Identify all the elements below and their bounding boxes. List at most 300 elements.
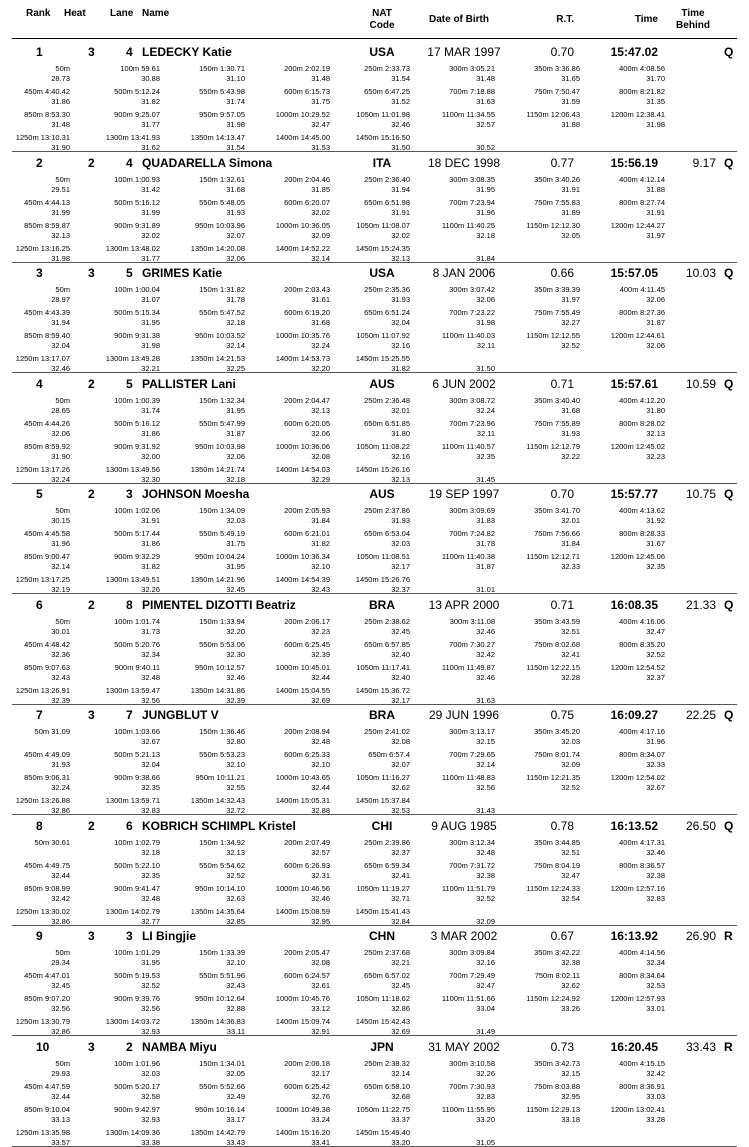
split-cumulative: 750m 7:50.47 [534,87,580,96]
entry-nat: CHN [369,929,395,943]
split-lap: 30.88 [141,74,160,83]
split-cumulative: 1100m 11:51.66 [441,994,495,1003]
entry-lane: 3 [126,929,133,943]
split-lap: 32.44 [311,672,330,682]
split-lap: 32.48 [311,737,330,746]
split-lap: 31.48 [311,74,330,83]
split-cumulative: 50m [55,64,70,73]
split-cumulative: 1450m 15:49.40 [355,1127,410,1137]
split-cumulative: 300m 3:09.69 [449,506,495,515]
split-cumulative: 1050m 11:22.75 [356,1104,410,1114]
split-cumulative: 1150m 12:06.43 [526,110,580,119]
split-cumulative: 1250m 13:30.02 [15,906,70,916]
split-lap: 32.48 [476,847,495,857]
split-cumulative: 1250m 13:17.26 [15,464,70,474]
split-cumulative: 250m 2:38.62 [364,616,410,626]
entry-lane: 4 [126,45,133,59]
split-lap: 31.78 [476,539,495,548]
result-entry [0,374,749,484]
split-lap: 33.20 [476,1114,495,1124]
split-cumulative: 1400m 14:54.39 [275,575,330,584]
split-cumulative: 400m 4:08.56 [619,64,665,73]
split-lap: 32.46 [51,364,70,373]
split-lap: 31.98 [51,253,70,263]
split-cumulative: 1050m 11:17.41 [356,662,410,672]
split-lap: 31.97 [561,295,580,304]
split-lap: 32.44 [51,870,70,880]
split-cumulative: 150m 1:36.46 [199,727,245,736]
entry-heat: 2 [88,487,95,501]
split-cumulative: 700m 7:29.65 [449,750,495,759]
entry-time: 16:20.45 [610,1039,658,1054]
split-cumulative: 650m 6:47.25 [364,87,410,96]
entry-rank: 10 [36,1039,50,1054]
split-lap: 31.91 [391,207,410,217]
split-lap: 31.96 [476,207,495,217]
split-cumulative: 400m 4:15.15 [619,1058,665,1068]
split-cumulative: 850m 8:59.87 [24,220,70,230]
split-lap: 32.03 [226,516,245,525]
split-lap: 32.35 [141,870,160,880]
split-cumulative: 500m 5:21.13 [114,750,160,759]
split-lap: 32.21 [391,958,410,967]
split-cumulative: 550m 5:51.96 [199,971,245,980]
split-cumulative: 1050m 11:07.92 [356,331,410,340]
entry-nat: AUS [369,487,395,501]
split-cumulative: 500m 5:16.12 [114,418,160,428]
split-lap: 32.69 [391,1027,410,1036]
split-cumulative: 50m 30.61 [34,837,70,847]
split-cumulative: 200m 2:06.17 [284,616,330,626]
split-lap: 33.17 [226,1114,245,1124]
split-cumulative: 1300m 13:49.28 [105,354,160,363]
split-cumulative: 1200m 13:02.41 [610,1104,665,1114]
entry-heat: 3 [88,929,95,943]
split-lap: 32.51 [561,847,580,857]
split-cumulative: 1100m 11:40.03 [441,331,495,340]
split-cumulative: 1200m 12:38.41 [610,110,665,119]
split-cumulative: 1250m 13:26.91 [15,685,70,695]
split-lap: 31.90 [51,451,70,461]
split-cumulative: 800m 8:27.74 [619,197,665,207]
split-cumulative: 350m 3:41.70 [534,506,580,515]
split-lap: 32.39 [311,649,330,659]
split-lap: 32.14 [391,1068,410,1078]
split-cumulative: 1100m 11:49.87 [441,662,495,672]
split-lap: 32.06 [51,428,70,438]
header-heat: Heat [64,8,86,19]
entry-rank: 2 [36,155,43,170]
split-cumulative: 900m 9:42.97 [114,1104,160,1114]
split-lap: 29.34 [51,958,70,967]
split-lap: 32.42 [646,1068,665,1078]
split-cumulative: 1350m 14:20.08 [190,243,245,253]
entry-behind: 33.43 [685,1039,716,1054]
split-lap: 31.91 [561,184,580,194]
split-cumulative: 50m [55,395,70,405]
split-lap: 32.35 [646,562,665,571]
split-cumulative: 50m [55,948,70,957]
split-cumulative: 1450m 15:26.76 [355,575,410,584]
split-lap: 32.25 [226,364,245,373]
split-cumulative: 150m 1:32.61 [199,174,245,184]
split-cumulative: 900m 9:31.92 [114,441,160,451]
split-lap: 32.35 [476,451,495,461]
split-cumulative: 600m 6:25.33 [284,750,330,759]
split-lap: 32.28 [561,672,580,682]
split-cumulative: 450m 4:49.75 [24,860,70,870]
split-lap: 32.86 [51,1027,70,1036]
split-cumulative: 1450m 15:24.35 [355,243,410,253]
split-lap: 32.02 [311,207,330,217]
split-cumulative: 950m 10:04.24 [194,552,245,561]
split-lap: 33.18 [561,1114,580,1124]
split-lap: 32.86 [51,806,70,815]
split-cumulative: 850m 9:10.04 [24,1104,70,1114]
split-cumulative: 750m 7:55.83 [534,197,580,207]
split-lap: 32.52 [141,981,160,990]
split-lap: 31.77 [141,120,160,129]
split-lap: 33.11 [226,1027,245,1036]
split-lap: 32.33 [646,760,665,769]
header-rt: R.T. [556,14,574,25]
split-cumulative: 50m [55,285,70,294]
split-lap: 31.48 [51,120,70,129]
split-lap: 32.62 [561,981,580,990]
split-lap: 33.04 [476,1004,495,1013]
split-lap: 32.61 [311,981,330,990]
split-lap: 33.24 [311,1114,330,1124]
split-lap: 32.37 [391,585,410,594]
split-cumulative: 950m 10:16.14 [194,1104,245,1114]
header-behind-line2: Behind [676,20,710,31]
entry-rank: 1 [36,45,43,59]
split-lap: 32.83 [141,806,160,815]
split-cumulative: 350m 3:44.85 [534,837,580,847]
split-lap: 32.52 [226,870,245,880]
split-cumulative: 150m 1:32.34 [199,395,245,405]
split-cumulative: 900m 9:31.89 [114,220,160,230]
split-lap: 32.27 [561,318,580,327]
entry-dob: 18 DEC 1998 [427,155,501,170]
split-lap: 28.73 [51,74,70,83]
split-cumulative: 800m 8:21.82 [619,87,665,96]
split-lap: 32.26 [476,1068,495,1078]
split-cumulative: 150m 1:31.82 [199,285,245,294]
split-lap: 31.96 [51,539,70,548]
entry-time: 15:57.05 [610,266,658,280]
split-lap: 32.39 [51,695,70,705]
split-cumulative: 500m 5:12.24 [114,87,160,96]
entry-name: GRIMES Katie [142,266,223,280]
split-cumulative: 750m 8:02.68 [534,639,580,649]
split-lap: 32.24 [51,783,70,792]
split-cumulative: 950m 10:14.10 [194,883,245,893]
entry-lane: 2 [126,1039,133,1054]
split-cumulative: 1350m 14:36.83 [190,1017,245,1026]
entry-behind: 10.59 [685,376,716,391]
entry-nat: BRA [369,708,395,722]
split-lap: 33.26 [561,1004,580,1013]
split-lap: 32.31 [311,870,330,880]
entry-name: NAMBA Miyu [142,1039,217,1054]
split-lap: 32.43 [51,672,70,682]
result-entry [0,926,749,1036]
split-cumulative: 250m 2:36.48 [364,395,410,405]
entry-name: JOHNSON Moesha [142,487,250,501]
split-lap: 32.48 [141,893,160,903]
split-cumulative: 1100m 11:48.83 [441,773,495,782]
split-lap: 31.90 [51,143,70,152]
split-lap: 31.07 [141,295,160,304]
split-cumulative: 250m 2:33.73 [364,64,410,73]
entry-qualifier: R [724,929,733,943]
split-lap: 32.30 [141,474,160,484]
split-cumulative: 1000m 10:49.38 [275,1104,330,1114]
split-cumulative: 300m 3:07.42 [449,285,495,294]
split-lap: 31.84 [311,516,330,525]
entry-dob: 8 JAN 2006 [432,266,496,280]
split-cumulative: 950m 10:03.98 [194,441,245,451]
split-cumulative: 400m 4:17.16 [619,727,665,736]
split-cumulative: 1250m 13:30.79 [15,1017,70,1026]
split-lap: 31.87 [226,428,245,438]
split-lap: 31.82 [141,97,160,106]
entry-rank: 4 [36,376,43,391]
split-lap: 32.52 [646,649,665,659]
split-lap: 31.53 [311,143,330,152]
split-lap: 31.95 [476,184,495,194]
entry-time: 15:47.02 [610,45,658,59]
split-lap: 32.13 [51,230,70,240]
split-cumulative: 1250m 13:17.25 [15,575,70,584]
split-lap: 32.18 [226,474,245,484]
result-entry [0,484,749,594]
entry-dob: 31 MAY 2002 [428,1039,500,1054]
split-lap: 31.78 [226,295,245,304]
split-cumulative: 1000m 10:35.76 [275,331,330,340]
split-cumulative: 650m 6:51.98 [364,197,410,207]
split-lap: 32.52 [561,341,580,350]
split-cumulative: 1000m 10:36.05 [275,220,330,230]
split-cumulative: 100m 1:02.06 [114,506,160,515]
split-cumulative: 600m 6:19.20 [284,308,330,317]
split-cumulative: 350m 3:42.73 [534,1058,580,1068]
entry-lane: 3 [126,487,133,501]
split-cumulative: 350m 3:40.40 [534,395,580,405]
split-lap: 31.68 [561,405,580,415]
split-cumulative: 700m 7:30.93 [449,1081,495,1091]
entry-rt: 0.66 [550,266,574,280]
split-cumulative: 800m 8:36.91 [619,1081,665,1091]
split-cumulative: 750m 7:56.66 [534,529,580,538]
split-lap: 32.18 [476,230,495,240]
split-cumulative: 850m 9:06.31 [24,773,70,782]
split-lap: 32.16 [391,341,410,350]
split-cumulative: 1200m 12:45.02 [610,441,665,451]
split-cumulative: 1100m 11:51.79 [441,883,495,893]
split-cumulative: 300m 3:12.34 [449,837,495,847]
split-lap: 32.26 [141,585,160,594]
entry-heat: 3 [88,266,95,280]
split-cumulative: 150m 1:33.94 [199,616,245,626]
split-cumulative: 100m 59.61 [120,64,160,73]
split-cumulative: 200m 2:08.94 [284,727,330,736]
split-lap: 31.87 [476,562,495,571]
split-lap: 32.40 [391,672,410,682]
split-cumulative: 300m 3:08.72 [449,395,495,405]
split-cumulative: 100m 1:00.04 [114,285,160,294]
split-cumulative: 400m 4:16.06 [619,616,665,626]
split-cumulative: 1100m 11:40.25 [441,220,495,230]
split-cumulative: 450m 4:47.01 [24,971,70,980]
split-lap: 32.10 [311,760,330,769]
split-lap: 31.82 [311,539,330,548]
split-lap: 33.37 [391,1114,410,1124]
split-lap: 32.69 [311,695,330,705]
split-lap: 31.86 [141,539,160,548]
split-cumulative: 550m 5:54.62 [199,860,245,870]
entry-dob: 29 JUN 1996 [428,708,500,722]
split-lap: 32.15 [561,1068,580,1078]
split-cumulative: 1300m 13:59.47 [105,685,160,695]
split-lap: 32.48 [141,672,160,682]
split-cumulative: 1300m 13:59.71 [105,796,160,805]
split-cumulative: 200m 2:07.49 [284,837,330,847]
split-lap: 32.46 [646,847,665,857]
split-cumulative: 600m 6:15.73 [284,87,330,96]
split-cumulative: 350m 3:45.20 [534,727,580,736]
split-cumulative: 1450m 15:42.43 [355,1017,410,1026]
split-cumulative: 150m 1:34.09 [199,506,245,515]
split-lap: 32.93 [141,1027,160,1036]
split-lap: 32.86 [391,1004,410,1013]
split-lap: 31.91 [646,207,665,217]
split-lap: 32.42 [51,893,70,903]
split-cumulative: 1150m 12:21.35 [526,773,580,782]
split-cumulative: 700m 7:23.94 [449,197,495,207]
split-cumulative: 400m 4:13.62 [619,506,665,515]
split-cumulative: 800m 8:28.33 [619,529,665,538]
split-cumulative: 1250m 13:17.07 [15,354,70,363]
entry-qualifier: Q [724,818,734,833]
split-lap: 31.93 [51,760,70,769]
split-cumulative: 1400m 14:52.22 [275,243,330,253]
split-lap: 32.14 [311,253,330,263]
split-cumulative: 300m 3:05.21 [449,64,495,73]
split-cumulative: 1450m 15:26.16 [355,464,410,474]
split-cumulative: 1400m 14:54.03 [275,464,330,474]
split-lap: 31.88 [646,184,665,194]
split-cumulative: 650m 6:59.34 [364,860,410,870]
split-cumulative: 600m 6:20.07 [284,197,330,207]
split-lap: 31.98 [226,120,245,129]
split-cumulative: 800m 8:34.07 [619,750,665,759]
split-cumulative: 400m 4:12.20 [619,395,665,405]
entry-time: 15:56.19 [610,155,658,170]
entry-qualifier: Q [724,45,734,59]
split-lap: 32.95 [311,916,330,926]
split-lap: 32.52 [476,893,495,903]
split-cumulative: 600m 6:20.05 [284,418,330,428]
split-cumulative: 550m 5:48.05 [199,197,245,207]
split-lap: 32.45 [391,626,410,636]
split-lap: 32.56 [141,1004,160,1013]
split-lap: 32.13 [226,847,245,857]
split-lap: 31.84 [476,253,495,263]
split-lap: 32.80 [226,737,245,746]
entry-rank: 5 [36,487,43,501]
split-lap: 32.46 [226,672,245,682]
split-cumulative: 1200m 12:54.52 [610,662,665,672]
split-cumulative: 450m 4:44.26 [24,418,70,428]
result-entry [0,263,749,373]
result-entry [0,705,749,815]
entry-qualifier: Q [724,155,734,170]
split-lap: 32.06 [646,295,665,304]
split-cumulative: 650m 6:51.24 [364,308,410,317]
split-cumulative: 300m 3:09.84 [449,948,495,957]
split-cumulative: 1100m 11:40.57 [441,441,495,451]
split-cumulative: 1300m 14:02.79 [105,906,160,916]
split-lap: 32.11 [476,341,495,350]
split-cumulative: 1050m 11:19.27 [356,883,410,893]
split-lap: 32.56 [476,783,495,792]
split-cumulative: 500m 5:17.44 [114,529,160,538]
split-cumulative: 800m 8:36.57 [619,860,665,870]
split-lap: 31.93 [391,295,410,304]
split-cumulative: 400m 4:12.14 [619,174,665,184]
split-lap: 32.10 [226,760,245,769]
split-lap: 32.02 [141,230,160,240]
split-cumulative: 350m 3:39.39 [534,285,580,294]
split-cumulative: 350m 3:42.22 [534,948,580,957]
split-cumulative: 1200m 12:45.06 [610,552,665,561]
split-lap: 31.45 [476,474,495,484]
entry-behind: 10.03 [685,266,716,280]
split-lap: 32.40 [391,649,410,659]
entry-nat: BRA [369,597,395,612]
split-cumulative: 850m 8:53.30 [24,110,70,119]
split-lap: 31.87 [646,318,665,327]
split-lap: 32.56 [51,1004,70,1013]
split-cumulative: 500m 5:16.12 [114,197,160,207]
split-lap: 32.49 [226,1091,245,1101]
split-lap: 33.13 [51,1114,70,1124]
split-cumulative: 1350m 14:31.86 [190,685,245,695]
entry-behind: 26.90 [685,929,716,943]
split-cumulative: 550m 5:52.66 [199,1081,245,1091]
split-cumulative: 650m 6:57.85 [364,639,410,649]
split-cumulative: 1200m 12:44.27 [610,220,665,230]
split-lap: 32.46 [391,120,410,129]
split-lap: 31.54 [391,74,410,83]
split-cumulative: 500m 5:19.53 [114,971,160,980]
result-entry [0,816,749,926]
split-cumulative: 550m 5:53.06 [199,639,245,649]
header-time: Time [634,14,658,25]
split-cumulative: 1350m 14:21.96 [190,575,245,584]
split-cumulative: 100m 1:01.96 [114,1058,160,1068]
split-lap: 32.05 [226,1068,245,1078]
split-lap: 31.95 [141,318,160,327]
split-lap: 32.04 [51,341,70,350]
split-cumulative: 600m 6:24.57 [284,971,330,980]
entry-name: KOBRICH SCHIMPL Kristel [142,818,296,833]
split-cumulative: 100m 1:03.66 [114,727,160,736]
split-lap: 31.86 [141,428,160,438]
split-cumulative: 1000m 10:45.76 [275,994,330,1003]
